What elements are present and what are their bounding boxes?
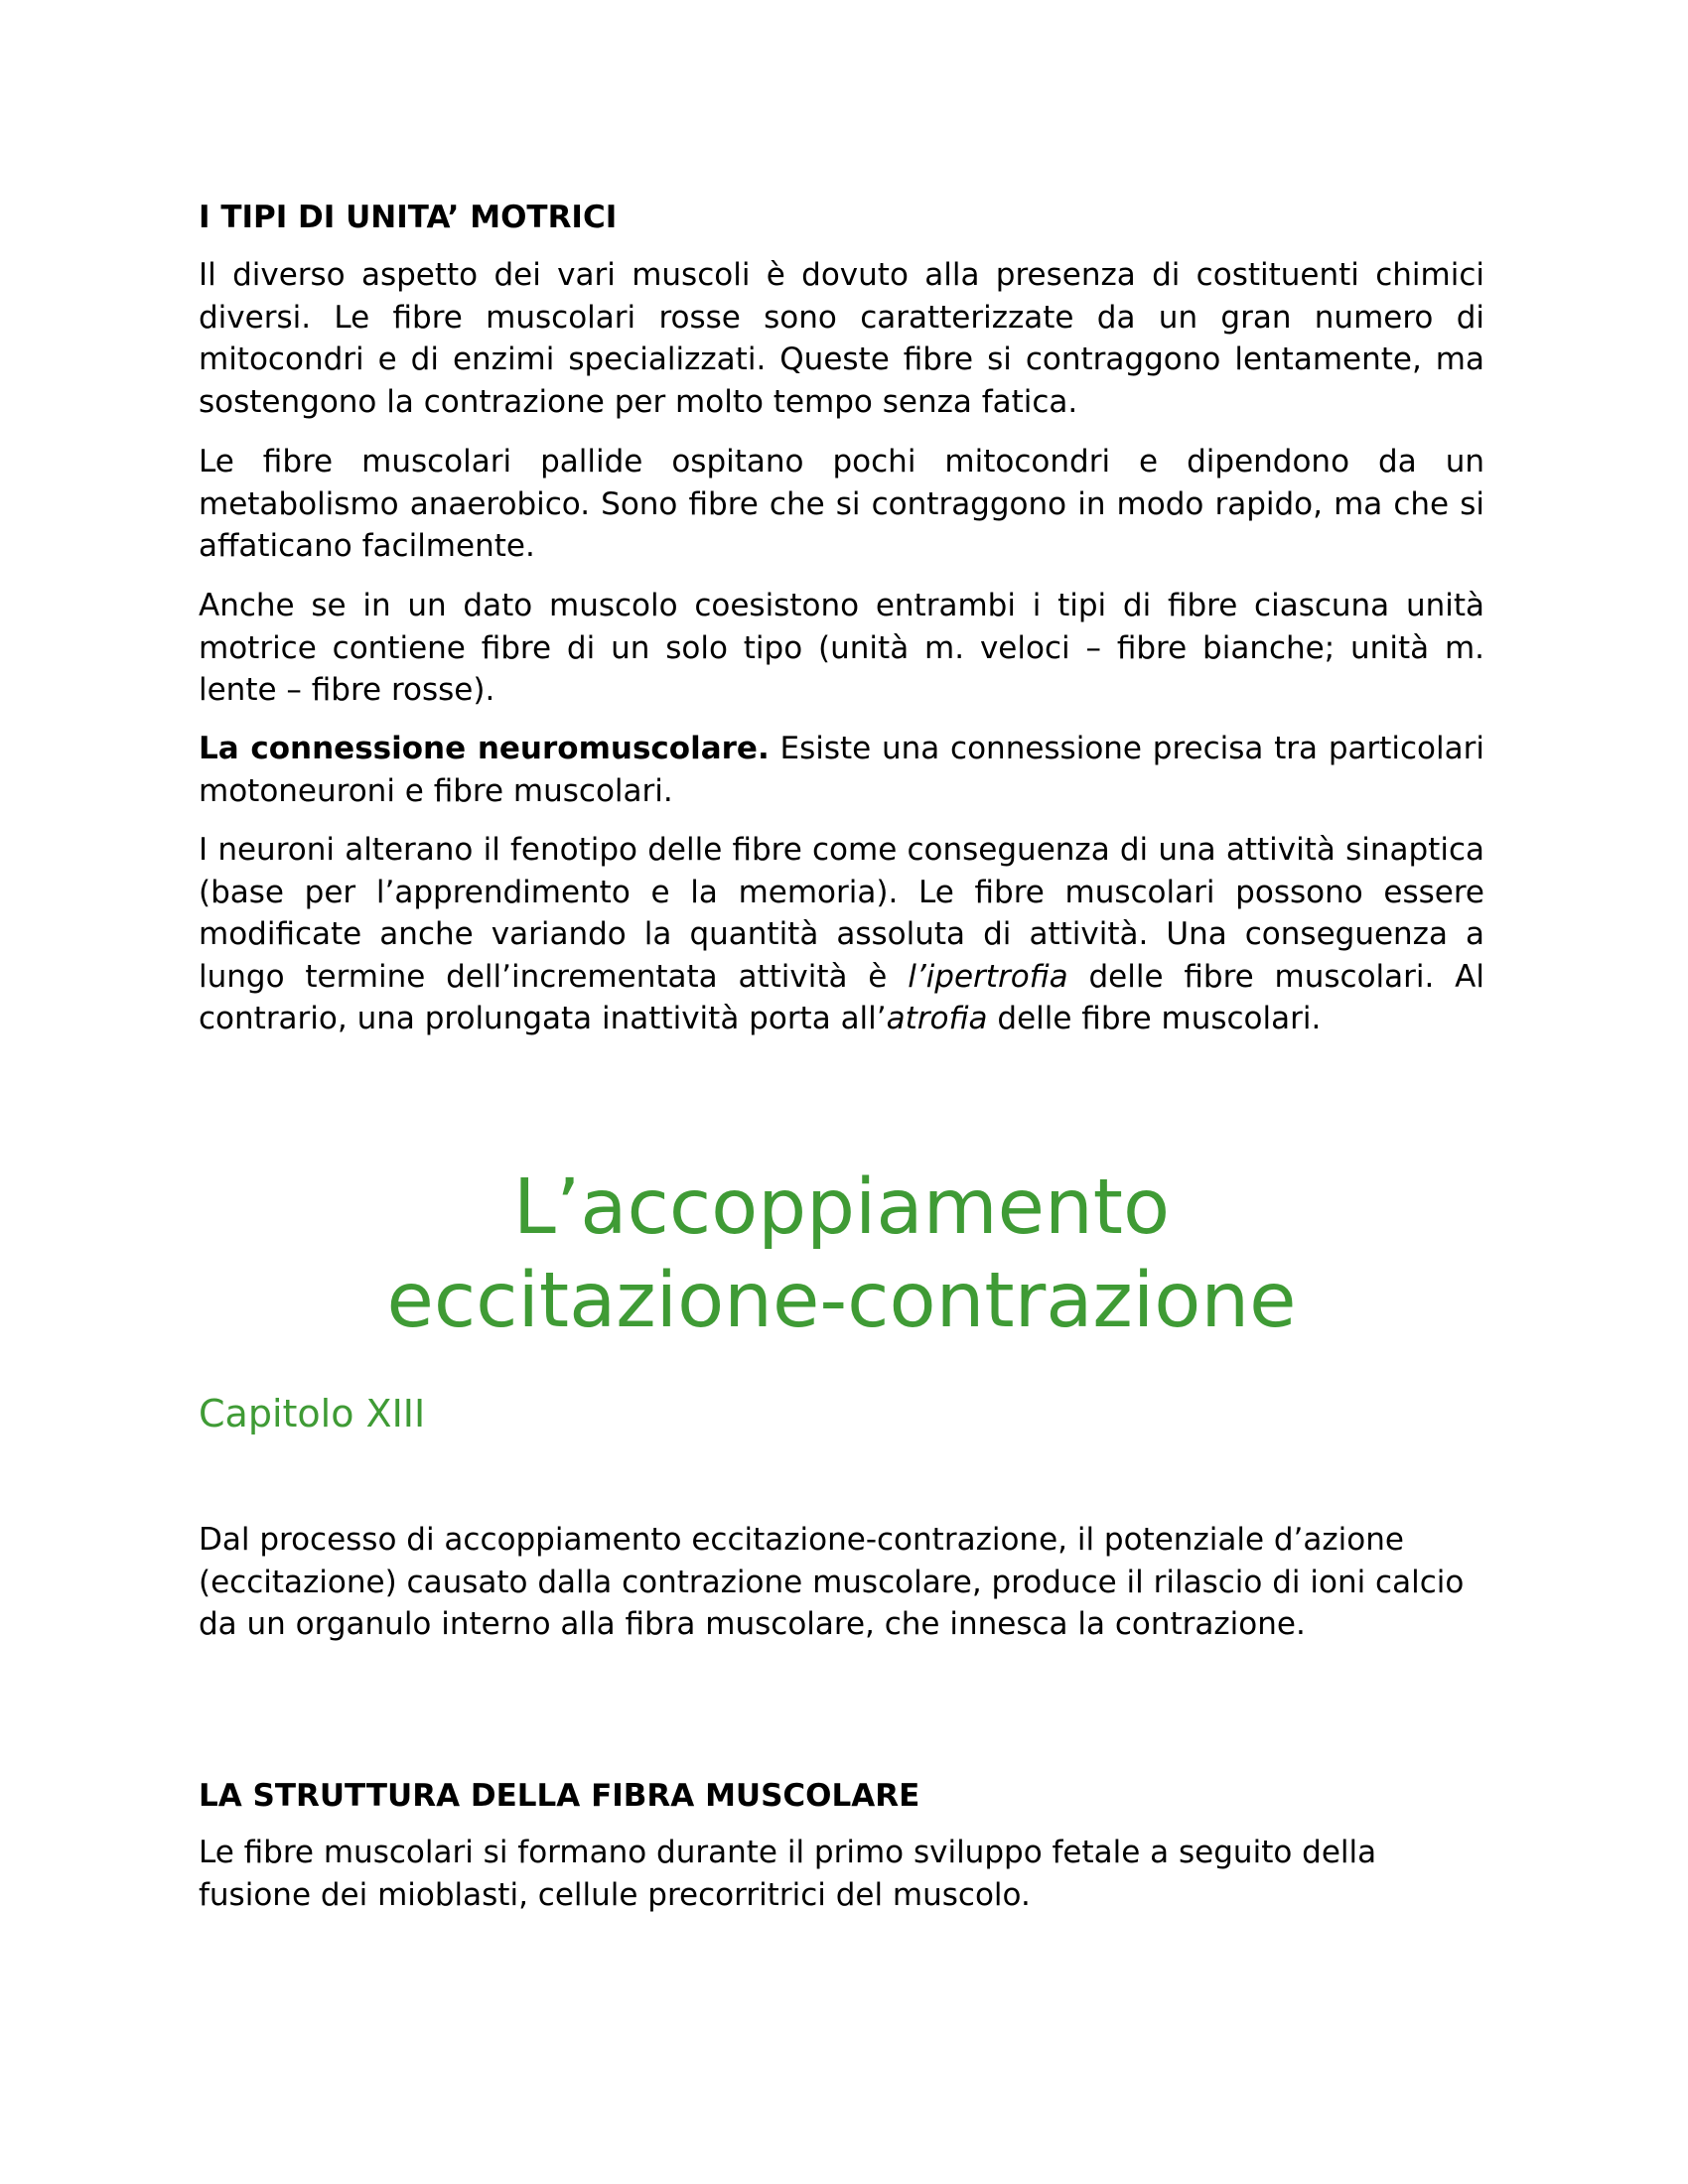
ipertrofia-term: l’ipertrofia <box>908 958 1068 995</box>
chapter-title-line2: eccitazione-contrazione <box>386 1257 1297 1345</box>
paragraph-fibre-pallide: Le fibre muscolari pallide ospitano pochi mitocondri e dipendono da un metabolismo anaerobico. Sono fibre che si contraggono in modo rapido, ma che si affaticano facilmente. <box>199 444 1484 564</box>
paragraph-fenotipo <box>199 829 1484 1040</box>
connessione-text: Esiste una connessione precisa tra particolari motoneuroni e fibre muscolari. <box>199 731 1484 809</box>
section-heading-struttura-fibra: LA STRUTTURA DELLA FIBRA MUSCOLARE <box>199 1778 920 1814</box>
chapter-subtitle: Capitolo XIII <box>199 1392 426 1435</box>
document-page <box>199 0 1484 2184</box>
section-heading-unita-motrici: I TIPI DI UNITA’ MOTRICI <box>199 200 618 235</box>
chapter-title <box>199 1161 1484 1348</box>
paragraph-intro-accoppiamento: Dal processo di accoppiamento eccitazione-contrazione, il potenziale d’azione (eccitazione) causato dalla contrazione muscolare, produce il rilascio di ioni calcio da un organulo interno alla fibra muscolare, che innesca la contrazione. <box>199 1522 1465 1642</box>
paragraph-fibre-rosse: Il diverso aspetto dei vari muscoli è dovuto alla presenza di costituenti chimici diversi. Le fibre muscolari rosse sono caratterizzate da un gran numero di mitocondri e di enzimi specializzati. Queste fibre si contraggono lentamente, ma sostengono la contrazione per molto tempo senza fatica. <box>199 257 1484 420</box>
atrofia-term: atrofia <box>886 1001 988 1036</box>
chapter-title-line1: L’accoppiamento <box>512 1163 1171 1252</box>
fenotipo-text-c: delle fibre muscolari. <box>987 1001 1322 1036</box>
paragraph-connessione-neuromuscolare <box>199 728 1484 812</box>
paragraph-formazione-fibre: Le fibre muscolari si formano durante il primo sviluppo fetale a seguito della fusione dei mioblasti, cellule precorritrici del muscolo. <box>199 1835 1377 1913</box>
fenotipo-text-a: I neuroni alterano il fenotipo delle fibre come conseguenza di una attività sinaptica (base per l’apprendimento e la memoria). Le fibre muscolari possono essere modificate anche variando la quantità assoluta di attività. Una conseguenza a lungo termine dell’incrementata attività è <box>199 832 1484 995</box>
paragraph-tipi-fibre: Anche se in un dato muscolo coesistono entrambi i tipi di fibre ciascuna unità motrice contiene fibre di un solo tipo (unità m. veloci – fibre bianche; unità m. lente – fibre rosse). <box>199 588 1484 708</box>
fenotipo-text-b: delle fibre muscolari. Al contrario, una prolungata inattività porta all’ <box>199 958 1485 1036</box>
connessione-lead: La connessione neuromuscolare. <box>199 731 770 766</box>
